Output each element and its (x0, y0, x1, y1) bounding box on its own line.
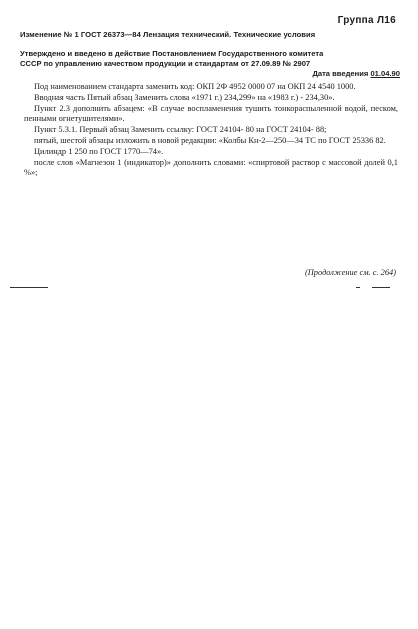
continued-note: (Продолжение см. с. 264) (304, 268, 396, 277)
paragraph-2-3: Пункт 2.3 дополнить абзацем: «В случае воспламенения тушить тонкораспыленной водой, песком, пенными огнетушителями». (24, 103, 398, 124)
document-heading (20, 30, 400, 79)
paragraph-okp-code: Под наименованием стандарта заменить код: ОКП 2Ф 4952 0000 07 на ОКП 24 4540 1000. (34, 82, 356, 91)
paragraph-cylinder: Цилиндр 1 250 по ГОСТ 1770—74». (34, 146, 164, 156)
approval-statement (20, 49, 400, 69)
footer-rule-right-short (356, 287, 360, 288)
paragraph-5-3-1: Пункт 5.3.1. Первый абзац Заменить ссылку: ГОСТ 24104- 80 на ГОСТ 24104- 88; (34, 125, 327, 135)
effective-date-label: Дата введения (312, 69, 369, 78)
approval-line-2: СССР по управлению качеством продукции и стандартам от 27.09.89 № 2907 (20, 59, 311, 68)
paragraph-magnezon: после слов «Магнезон 1 (индикатор)» дополнить словами: «спиртовой раствор с массовой долей 0,1 %»; (24, 157, 398, 178)
paragraph-fifth-sixth: пятый, шестой абзацы изложить в новой редакции: «Колбы Кн-2—250—34 ТС по ГОСТ 25336 82. (34, 136, 386, 146)
paragraph-intro: Вводная часть Пятый абзац Заменить слова «1971 г.) 234,299» на «1983 г.) - 234,30». (34, 92, 335, 102)
group-label: Группа Л16 (337, 15, 396, 26)
effective-date (20, 69, 400, 79)
amendment-body (24, 82, 398, 179)
footer-rule-right (372, 287, 390, 288)
approval-line-1: Утверждено и введено в действие Постановлением Государственного комитета (20, 49, 324, 58)
effective-date-value: 01.04.90 (370, 69, 400, 78)
footer-rule-left (10, 287, 48, 288)
amendment-title: Изменение № 1 ГОСТ 26373—84 Лензация технический. Технические условия (20, 30, 316, 39)
